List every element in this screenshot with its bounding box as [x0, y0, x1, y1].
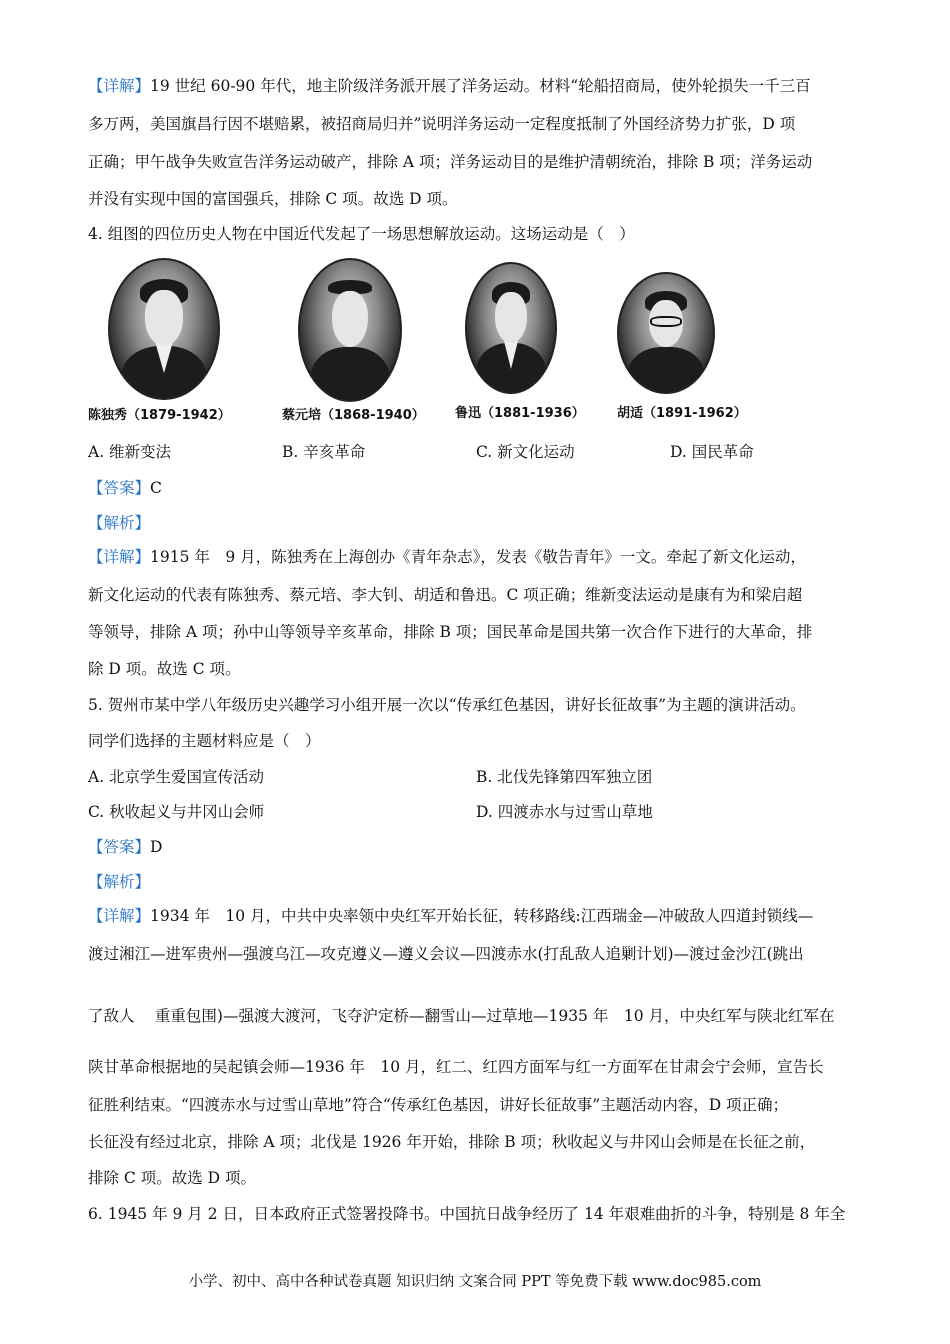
q4-detail-line-2: 新文化运动的代表有陈独秀、蔡元培、李大钊、胡适和鲁迅。C 项正确；维新变法运动是康有为和梁启超	[88, 586, 803, 604]
q5-detail-line-7: 排除 C 项。故选 D 项。	[88, 1169, 256, 1187]
q5-option-b: B. 北伐先锋第四军独立团	[476, 768, 653, 786]
q4-detail-text-1: 1915 年 9 月，陈独秀在上海创办《青年杂志》，发表《敬告青年》一文。牵起了新文化运动，	[150, 548, 806, 566]
detail-label: 【详解】	[88, 77, 151, 95]
answer-label: 【答案】	[88, 838, 151, 856]
answer-value: C	[150, 479, 162, 497]
answer-label: 【答案】	[88, 479, 151, 497]
q4-option-c: C. 新文化运动	[476, 443, 575, 461]
q5-answer	[88, 837, 162, 857]
page-footer: 小学、初中、高中各种试卷真题 知识归纳 文案合同 PPT 等免费下载 www.doc985.com	[188, 1274, 762, 1290]
q3-detail-line-4: 并没有实现中国的富国强兵，排除 C 项。故选 D 项。	[88, 190, 458, 208]
q5-detail-line-6: 长征没有经过北京，排除 A 项；北伐是 1926 年开始，排除 B 项；秋收起义与井冈山会师是在长征之前，	[88, 1133, 816, 1151]
q4-detail-line-4: 除 D 项。故选 C 项。	[88, 660, 241, 678]
q5-option-d: D. 四渡赤水与过雪山草地	[476, 803, 653, 821]
portrait-caption: 鲁迅（1881-1936）	[455, 406, 585, 421]
q4-option-a: A. 维新变法	[88, 443, 172, 461]
q4-stem: 4. 组图的四位历史人物在中国近代发起了一场思想解放运动。这场运动是（ ）	[88, 225, 635, 243]
q5-detail-line-1	[88, 906, 813, 926]
q3-detail-text-1: 19 世纪 60-90 年代，地主阶级洋务派开展了洋务运动。材料“轮船招商局，使外轮损失一千三百	[150, 77, 811, 95]
detail-label: 【详解】	[88, 907, 151, 925]
q5-stem-line-1: 5. 贺州市某中学八年级历史兴趣学习小组开展一次以“传承红色基因，讲好长征故事”为主题的演讲活动。	[88, 696, 806, 714]
q3-detail-line-1	[88, 76, 811, 96]
portrait-chen-duxiu-icon	[108, 258, 220, 400]
q5-stem-line-2: 同学们选择的主题材料应是（ ）	[88, 732, 321, 750]
answer-value: D	[150, 838, 163, 856]
q5-detail-line-2: 渡过湘江—进军贵州—强渡乌江—攻克遵义—遵义会议—四渡赤水(打乱敌人追剿计划)—渡过金沙江(跳出	[88, 945, 804, 963]
q5-option-c: C. 秋收起义与井冈山会师	[88, 803, 265, 821]
q4-answer	[88, 478, 162, 498]
q4-detail-line-3: 等领导，排除 A 项；孙中山等领导辛亥革命，排除 B 项；国民革命是国共第一次合作下进行的大革命，排	[88, 623, 813, 641]
q4-option-d: D. 国民革命	[670, 443, 754, 461]
portrait-caption: 蔡元培（1868-1940）	[282, 408, 425, 423]
q3-detail-line-2: 多万两，美国旗昌行因不堪赔累，被招商局归并”说明洋务运动一定程度抵制了外国经济势力扩张，D 项	[88, 115, 796, 133]
portrait-cai-yuanpei-icon	[298, 258, 402, 402]
portrait-caption: 陈独秀（1879-1942）	[88, 408, 231, 423]
detail-label: 【详解】	[88, 548, 151, 566]
portrait-caption: 胡适（1891-1962）	[617, 406, 747, 421]
q4-option-b: B. 辛亥革命	[282, 443, 366, 461]
q5-detail-text-1: 1934 年 10 月，中共中央率领中央红军开始长征，转移路线:江西瑞金—冲破敌人四道封锁线—	[150, 907, 814, 925]
q5-detail-line-5: 征胜利结束。“四渡赤水与过雪山草地”符合“传承红色基因，讲好长征故事”主题活动内容，D 项正确；	[88, 1096, 789, 1114]
q5-analysis-label: 【解析】	[88, 873, 151, 891]
portrait-hu-shi-icon	[617, 272, 715, 394]
q5-detail-line-4: 陕甘革命根据地的吴起镇会师—1936 年 10 月，红二、红四方面军与红一方面军在甘肃会宁会师，宣告长	[88, 1058, 824, 1076]
q4-analysis-label: 【解析】	[88, 514, 151, 532]
q4-detail-line-1	[88, 547, 806, 567]
q6-stem: 6. 1945 年 9 月 2 日，日本政府正式签署投降书。中国抗日战争经历了 14 年艰难曲折的斗争，特别是 8 年全	[88, 1205, 846, 1223]
q5-option-a: A. 北京学生爱国宣传活动	[88, 768, 265, 786]
q3-detail-line-3: 正确；甲午战争失败宣告洋务运动破产，排除 A 项；洋务运动目的是维护清朝统治，排除 B 项；洋务运动	[88, 153, 813, 171]
q5-detail-line-3: 了敌人 重重包围)—强渡大渡河，飞夺沪定桥—翻雪山—过草地—1935 年 10 月，中央红军与陕北红军在	[88, 1007, 835, 1025]
portrait-lu-xun-icon	[465, 262, 557, 394]
